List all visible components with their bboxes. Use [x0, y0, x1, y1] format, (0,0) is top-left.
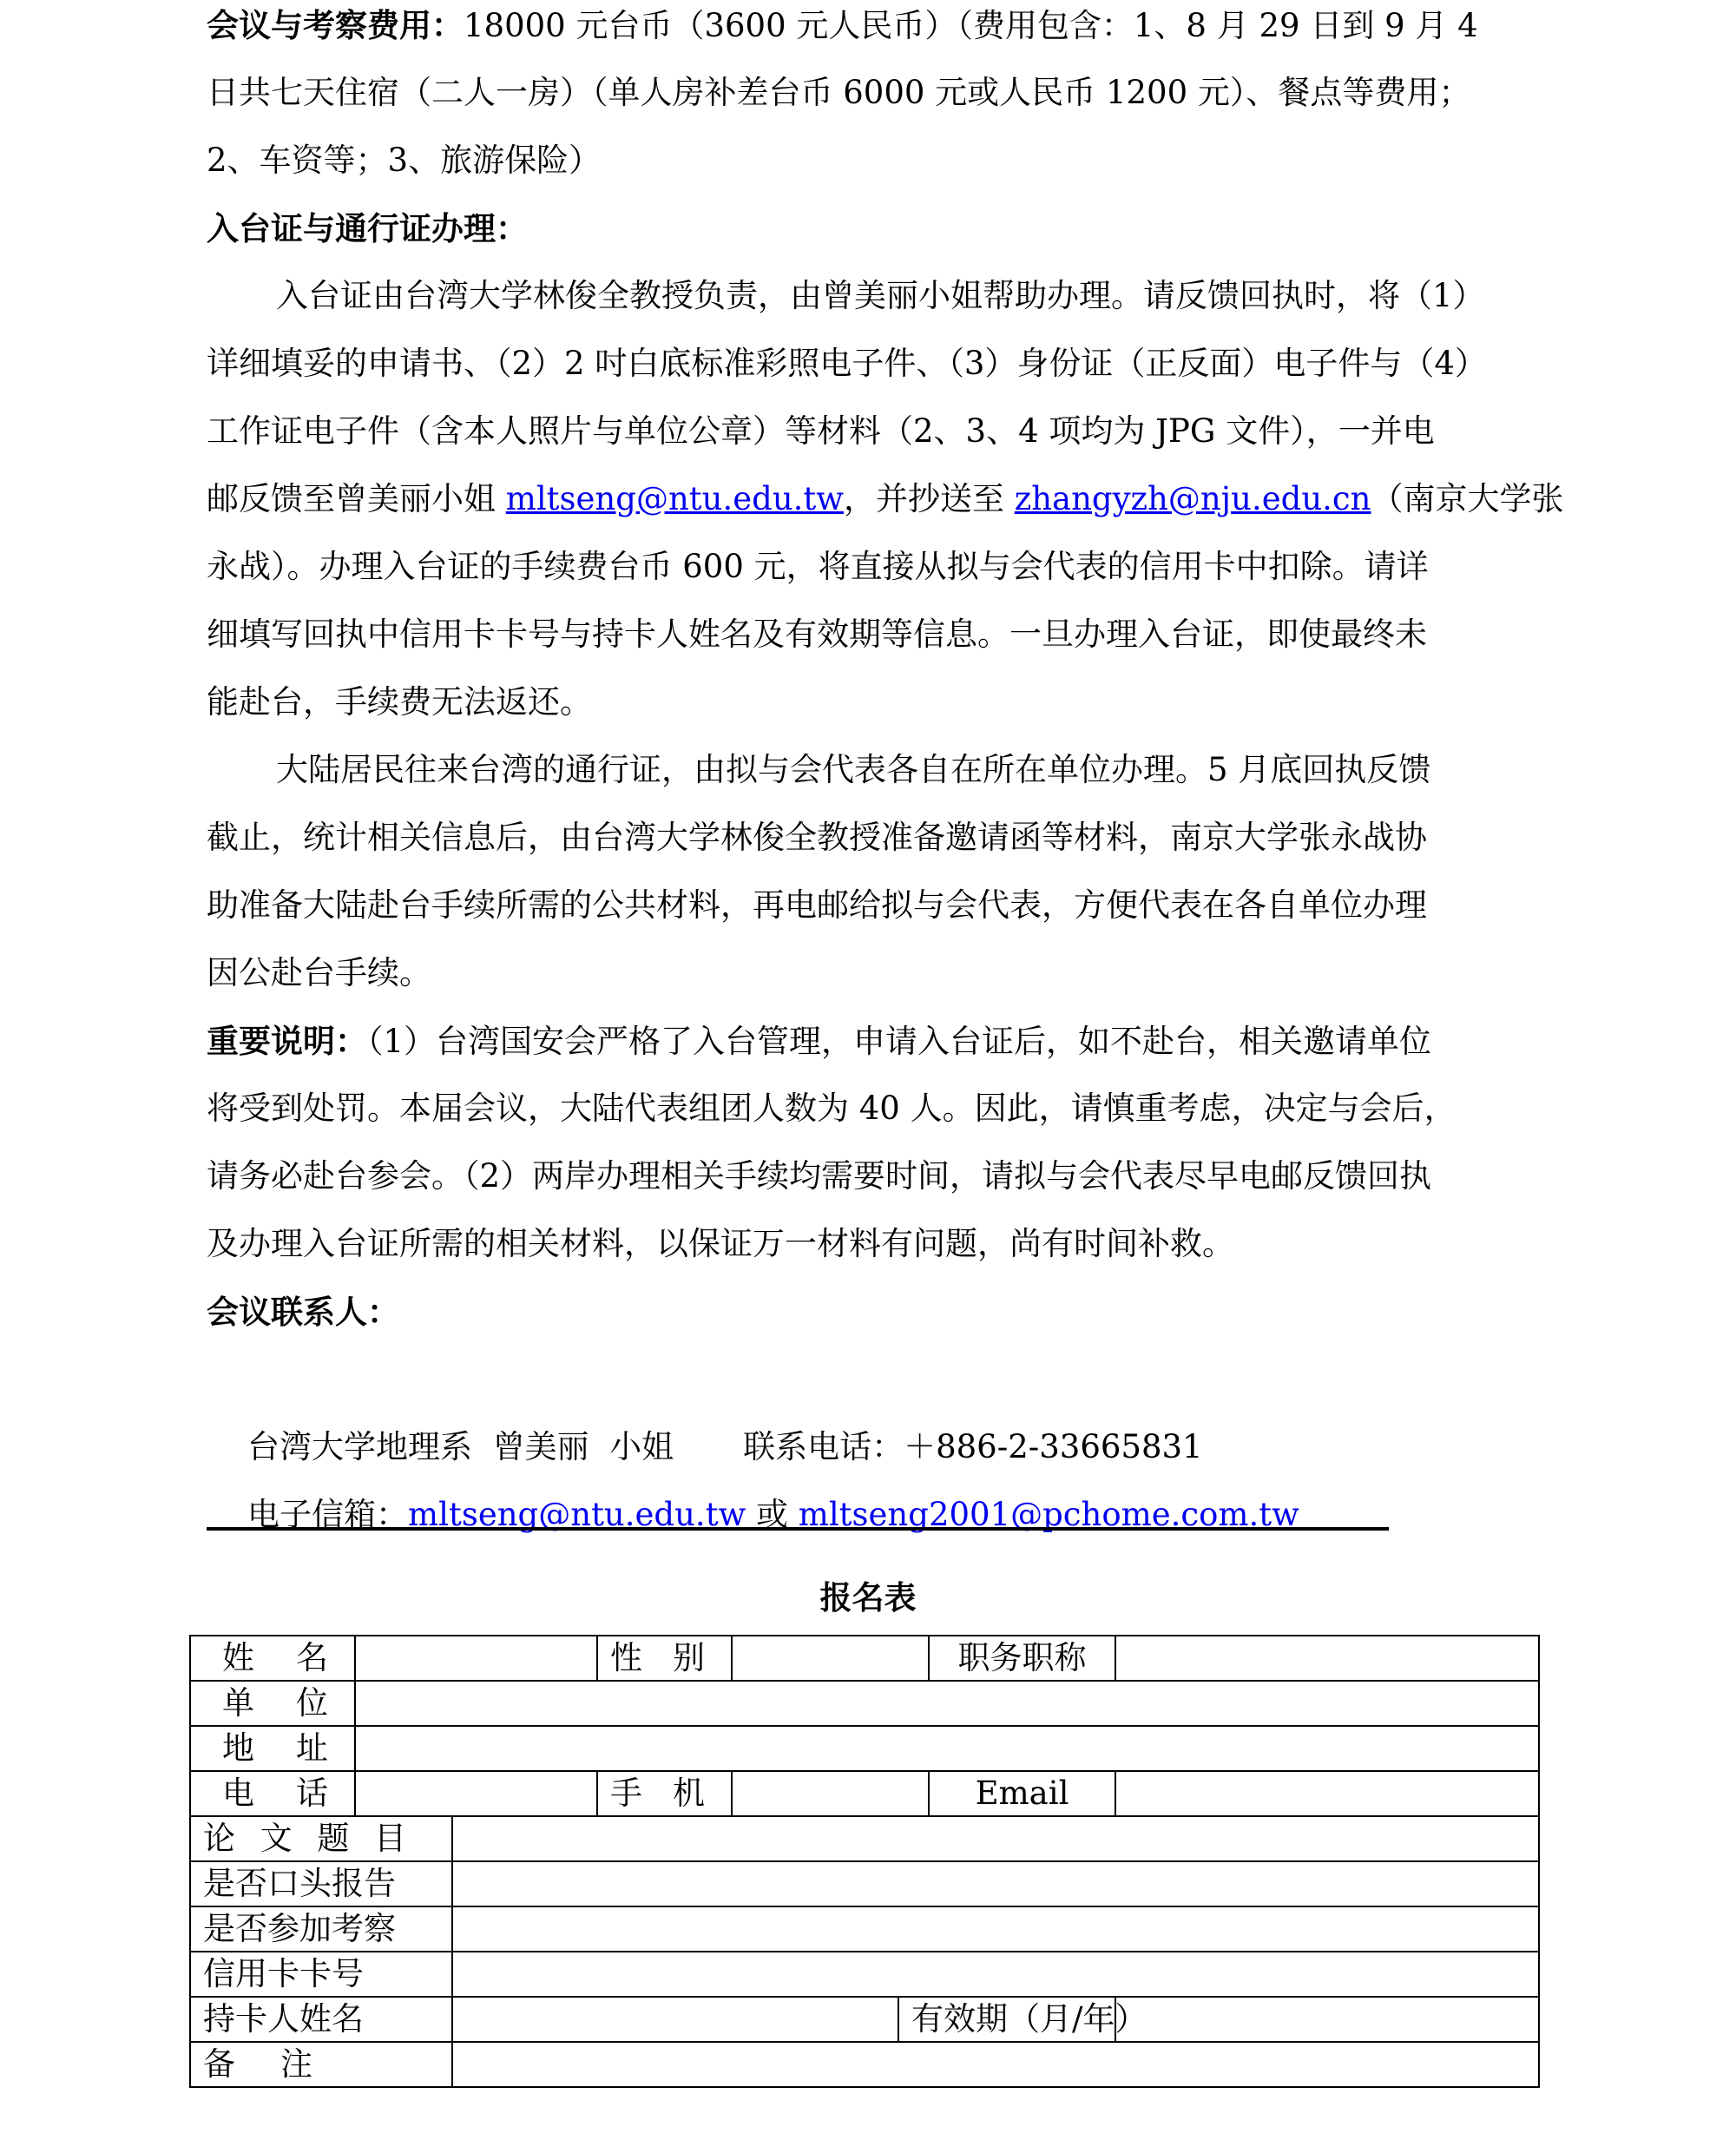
- permit-line-4: [207, 465, 1563, 533]
- input-phone[interactable]: [355, 1771, 597, 1816]
- pass-line-1: 大陆居民往来台湾的通行证，由拟与会代表各自在所在单位办理。5 月底回执反馈: [276, 751, 1431, 788]
- input-address[interactable]: [355, 1726, 1539, 1771]
- fees-line-1: [207, 0, 1478, 59]
- input-position[interactable]: [1115, 1636, 1539, 1681]
- label-oral-report: 是否口头报告: [190, 1861, 452, 1906]
- fees-line-3: 2、车资等；3、旅游保险）: [207, 142, 602, 179]
- permit-line-4-b: ，并抄送至: [843, 480, 1015, 517]
- contact-heading: 会议联系人：: [207, 1293, 399, 1331]
- pass-line-4: 因公赴台手续。: [207, 954, 431, 991]
- input-remarks[interactable]: [452, 2042, 1539, 2087]
- input-card-holder[interactable]: [452, 1997, 898, 2042]
- label-unit: 单 位: [190, 1681, 355, 1726]
- permit-heading: 入台证与通行证办理：: [207, 209, 528, 247]
- input-oral-report[interactable]: [452, 1861, 1539, 1906]
- form-row-phone: [190, 1771, 1539, 1816]
- label-gender: 性 别: [597, 1636, 732, 1681]
- label-paper-title: 论 文 题 目: [190, 1816, 452, 1861]
- label-card-holder: 持卡人姓名: [190, 1997, 452, 2042]
- label-phone: 电 话: [190, 1771, 355, 1816]
- permit-line-6: 细填写回执中信用卡卡号与持卡人姓名及有效期等信息。一旦办理入台证，即使最终未: [207, 616, 1427, 653]
- contact-email-link-1[interactable]: mltseng@ntu.edu.tw: [408, 1496, 746, 1533]
- email-link-zhangyzh[interactable]: zhangyzh@nju.edu.cn: [1014, 480, 1371, 517]
- contact-email-line: [207, 1413, 1299, 1533]
- permit-line-2: 详细填妥的申请书、（2）2 吋白底标准彩照电子件、（3）身份证（正反面）电子件与（4）: [207, 345, 1487, 382]
- contact-or: 或: [746, 1496, 799, 1533]
- input-unit[interactable]: [355, 1681, 1539, 1726]
- form-row-unit: [190, 1681, 1539, 1726]
- permit-line-3: 工作证电子件（含本人照片与单位公章）等材料（2、3、4 项均为 JPG 文件），一并电: [207, 412, 1435, 450]
- input-expiry[interactable]: [1115, 1997, 1539, 2042]
- permit-line-7: 能赴台，手续费无法返还。: [207, 683, 592, 721]
- label-position: 职务职称: [929, 1636, 1115, 1681]
- permit-line-4-c: （南京大学张: [1371, 480, 1564, 517]
- form-row-remarks: [190, 2042, 1539, 2087]
- input-field-trip[interactable]: [452, 1906, 1539, 1952]
- fees-heading: 会议与考察费用：: [207, 6, 464, 44]
- label-field-trip: 是否参加考察: [190, 1906, 452, 1952]
- contact-email-link-2[interactable]: mltseng2001@pchome.com.tw: [798, 1496, 1299, 1533]
- form-row-card: [190, 1952, 1539, 1997]
- important-line-2: 将受到处罚。本届会议，大陆代表组团人数为 40 人。因此，请慎重考虑，决定与会后，: [207, 1090, 1457, 1127]
- fees-text: 18000 元台币（3600 元人民币）（费用包含：1、8 月 29 日到 9 月 4: [464, 7, 1478, 44]
- form-row-name: [190, 1636, 1539, 1681]
- email-link-mltseng[interactable]: mltseng@ntu.edu.tw: [505, 480, 844, 517]
- form-title: 报名表: [819, 1578, 917, 1617]
- input-gender[interactable]: [732, 1636, 929, 1681]
- important-heading: 重要说明：: [207, 1022, 367, 1060]
- fees-line-2: 日共七天住宿（二人一房）（单人房补差台币 6000 元或人民币 1200 元）、餐点等费用；: [207, 74, 1471, 111]
- label-name: 姓 名: [190, 1636, 355, 1681]
- contact-phone: 联系电话：＋886-2-33665831: [743, 1428, 1203, 1465]
- contact-email-label: 电子信箱：: [247, 1496, 409, 1533]
- label-remarks: 备 注: [190, 2042, 452, 2087]
- form-row-oral: [190, 1861, 1539, 1906]
- contact-person: 台湾大学地理系 曾美丽 小姐: [247, 1428, 674, 1465]
- permit-line-4-a: 邮反馈至曾美丽小姐: [207, 480, 506, 517]
- form-row-fieldtrip: [190, 1906, 1539, 1952]
- label-email: Email: [929, 1771, 1115, 1816]
- contact-person-line: [207, 1346, 1203, 1465]
- pass-line-2: 截止，统计相关信息后，由台湾大学林俊全教授准备邀请函等材料，南京大学张永战协: [207, 819, 1427, 856]
- label-card-number: 信用卡卡号: [190, 1952, 452, 1997]
- important-line-3: 请务必赴台参会。（2）两岸办理相关手续均需要时间，请拟与会代表尽早电邮反馈回执: [207, 1157, 1432, 1195]
- important-text: （1）台湾国安会严格了入台管理，申请入台证后，如不赴台，相关邀请单位: [367, 1023, 1432, 1060]
- input-card-number[interactable]: [452, 1952, 1539, 1997]
- label-mobile: 手 机: [597, 1771, 732, 1816]
- form-row-address: [190, 1726, 1539, 1771]
- important-line-4: 及办理入台证所需的相关材料，以保证万一材料有问题，尚有时间补救。: [207, 1225, 1234, 1262]
- input-paper-title[interactable]: [452, 1816, 1539, 1861]
- pass-line-3: 助准备大陆赴台手续所需的公共材料，再电邮给拟与会代表，方便代表在各自单位办理: [207, 886, 1427, 924]
- input-name[interactable]: [355, 1636, 597, 1681]
- permit-line-1: 入台证由台湾大学林俊全教授负责，由曾美丽小姐帮助办理。请反馈回执时，将（1）: [276, 277, 1485, 314]
- separator-rule: [207, 1527, 1389, 1531]
- label-address: 地 址: [190, 1726, 355, 1771]
- important-line-1: [207, 1007, 1431, 1075]
- form-row-paper: [190, 1816, 1539, 1861]
- registration-form: [189, 1635, 1540, 2088]
- form-row-holder: [190, 1997, 1539, 2042]
- input-email[interactable]: [1115, 1771, 1539, 1816]
- permit-line-5: 永战）。办理入台证的手续费台币 600 元，将直接从拟与会代表的信用卡中扣除。请详: [207, 548, 1429, 585]
- label-expiry: 有效期（月/年）: [898, 1997, 1115, 2042]
- input-mobile[interactable]: [732, 1771, 929, 1816]
